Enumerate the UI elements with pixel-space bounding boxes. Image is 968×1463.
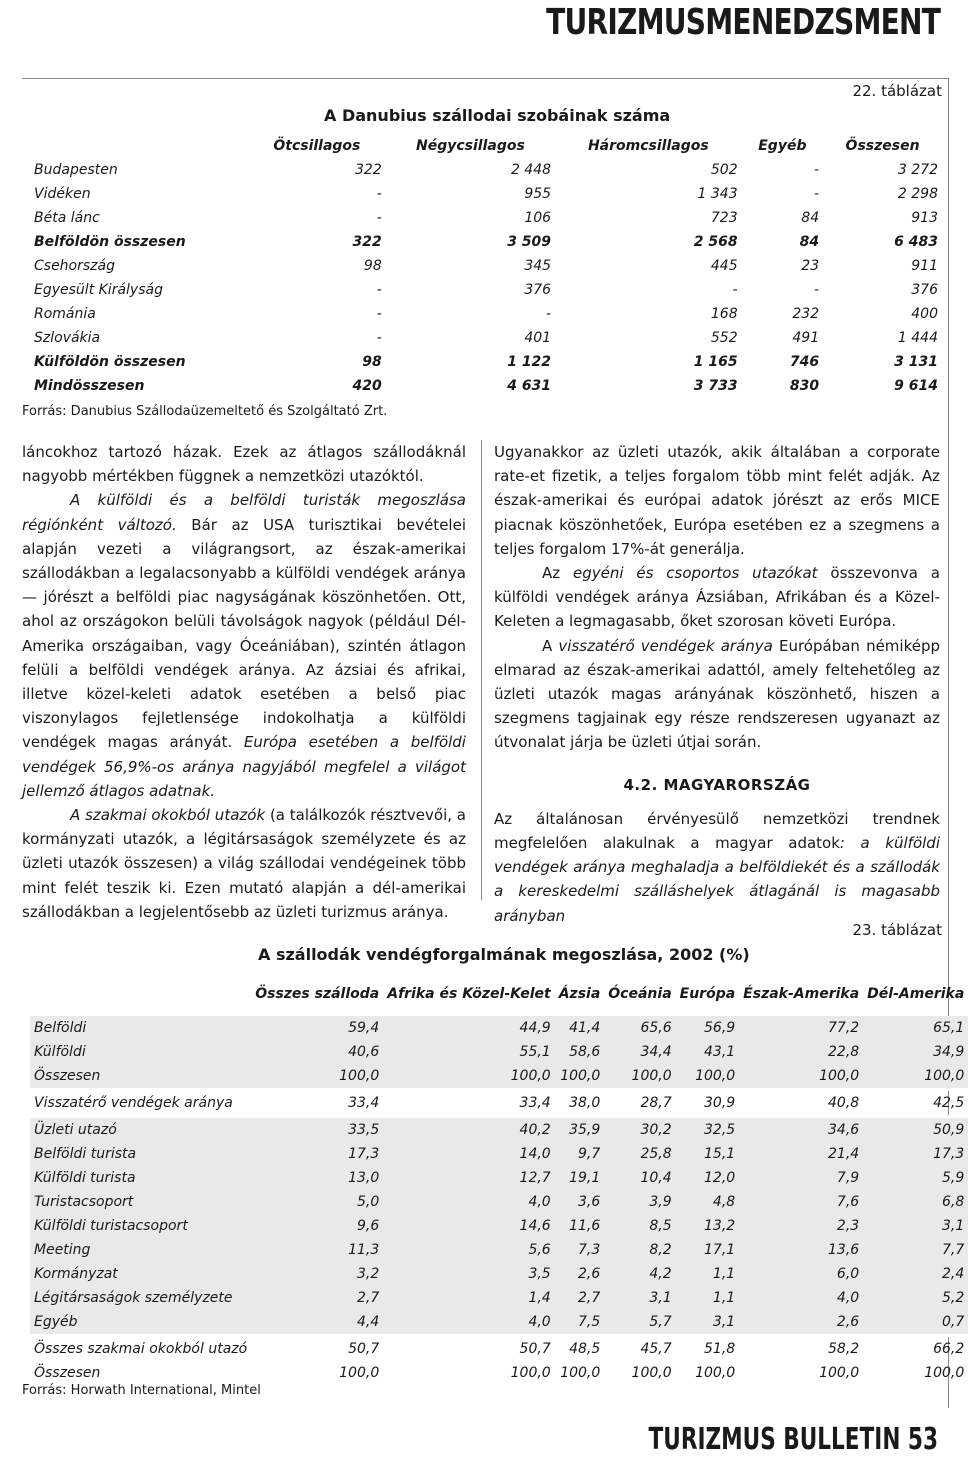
table-row <box>30 1064 968 1088</box>
table-cell: 3,9 <box>604 1190 675 1214</box>
row-label: Külföldi turista <box>30 1166 251 1190</box>
table-cell: 35,9 <box>555 1118 605 1142</box>
row-label: Csehország <box>34 258 115 274</box>
table-cell: 376 <box>911 282 938 298</box>
table-cell: 106 <box>524 210 552 226</box>
column-header: Európa <box>679 985 736 1002</box>
text-column-right <box>494 440 940 928</box>
table-cell: 65,6 <box>604 1016 675 1040</box>
table-row <box>30 1118 968 1142</box>
table-cell: 4,4 <box>251 1310 383 1334</box>
column-header-blank <box>30 972 251 1016</box>
table-cell: 913 <box>911 210 938 226</box>
table-cell: 445 <box>710 258 738 274</box>
table-cell: 14,0 <box>383 1142 554 1166</box>
table-cell: - <box>376 210 382 226</box>
table-cell: 502 <box>710 162 738 178</box>
table-cell: 6 483 <box>894 234 938 250</box>
header-rule <box>22 78 948 79</box>
table-cell: 420 <box>352 378 382 394</box>
row-label: Szlovákia <box>34 330 101 346</box>
table-cell: - <box>814 162 820 178</box>
table-cell: 2 568 <box>693 234 738 250</box>
table-cell: 23 <box>801 258 820 274</box>
table-cell: 3,5 <box>383 1262 554 1286</box>
table-cell: 12,0 <box>676 1166 740 1190</box>
column-header: Összes szálloda <box>255 985 380 1002</box>
table-cell: 4 631 <box>507 378 552 394</box>
table-cell: 4,2 <box>604 1262 675 1286</box>
table-cell: 4,0 <box>383 1190 554 1214</box>
table-cell: 55,1 <box>383 1040 554 1064</box>
column-header-blank <box>30 133 248 158</box>
text-column-left <box>22 440 466 924</box>
table-row <box>30 1166 968 1190</box>
table-cell: 2,7 <box>251 1286 383 1310</box>
table-cell: 3,1 <box>863 1214 968 1238</box>
row-label: Belföldi <box>30 1016 251 1040</box>
table-cell: 9,7 <box>555 1142 605 1166</box>
table-cell: 5,0 <box>251 1190 383 1214</box>
table-cell: 41,4 <box>555 1016 605 1040</box>
row-label: Mindösszesen <box>34 378 145 394</box>
table-cell: 33,5 <box>251 1118 383 1142</box>
row-label: Külföldi <box>30 1040 251 1064</box>
table-cell: 17,3 <box>863 1142 968 1166</box>
table-cell: 1 165 <box>693 354 738 370</box>
table-cell: - <box>376 306 382 322</box>
table-cell: 2 298 <box>897 186 938 202</box>
paragraph: A visszatérő vendégek aránya Európában némiképp elmarad az észak-amerikai adattól, amely feltehetőleg az üzleti utazók magas arányának köszönhető, hiszen a szegmens tagjainak egy része rendszeresen ugyanazt az útvonalat járja be üzleti útjai során. <box>494 636 941 752</box>
table-cell: 33,4 <box>348 1095 380 1111</box>
table-cell: 4,8 <box>676 1190 740 1214</box>
table-cell: 15,1 <box>676 1142 740 1166</box>
table-cell: 30,9 <box>704 1095 736 1111</box>
column-header: Háromcsillagos <box>587 137 709 154</box>
row-label: Egyesült Királyság <box>34 282 163 298</box>
table-cell: 14,6 <box>383 1214 554 1238</box>
table-cell: 100,0 <box>739 1064 863 1088</box>
table-cell: 38,0 <box>569 1095 601 1111</box>
table-cell: 13,6 <box>739 1238 863 1262</box>
table-cell: 84 <box>799 234 820 250</box>
column-divider <box>481 440 482 900</box>
table-cell: 3,1 <box>676 1310 740 1334</box>
table-cell: 3,2 <box>251 1262 383 1286</box>
table-cell: 322 <box>355 162 382 178</box>
table-cell: 2,6 <box>739 1310 863 1334</box>
table-cell: 9,6 <box>251 1214 383 1238</box>
table-cell: 33,4 <box>519 1095 551 1111</box>
table-cell: 22,8 <box>739 1040 863 1064</box>
table-cell: 955 <box>524 186 552 202</box>
table-cell: 100,0 <box>339 1365 380 1381</box>
column-header: Összesen <box>845 137 920 154</box>
table-cell: 6,0 <box>739 1262 863 1286</box>
table-cell: 1 444 <box>897 330 938 346</box>
table-cell: - <box>732 282 738 298</box>
table-cell: 491 <box>792 330 820 346</box>
table-cell: 8,5 <box>604 1214 675 1238</box>
paragraph: A külföldi és a belföldi turisták megoszlása régiónként változó. Bár az USA turisztikai bevételei alapján vezeti a világrangsort, az észak-amerikai szállodákban a legalacsonyabb a külföldi vendégek aránya — jórészt a belföldi piac nagyságának köszönhetően. Ott, ahol az országokon belüli távolságok nagyok (például Dél-Amerika országaiban, vagy Óceániában), szintén átlagon felüli a belföldi vendégek aránya. Az ázsiai és afrikai, illetve közel-keleti adatok esetében a belső piac viszonylagos fejletlensége indokolhatja a külföldi vendégek magas arányát. Európa esetében a belföldi vendégek 56,9%-os aránya nagyjából megfelel a világot jellemző átlagos adatnak. <box>22 491 466 800</box>
table-cell: 3 272 <box>897 162 938 178</box>
column-header: Ázsia <box>558 985 601 1002</box>
table-cell: 100,0 <box>819 1365 860 1381</box>
table-cell: 50,9 <box>863 1118 968 1142</box>
row-label: Turistacsoport <box>30 1190 251 1214</box>
column-header: Dél-Amerika <box>867 985 965 1002</box>
table-cell: - <box>376 186 382 202</box>
table-23-label: 23. táblázat <box>852 921 942 939</box>
table-cell: 232 <box>792 306 820 322</box>
table-cell: 5,7 <box>604 1310 675 1334</box>
row-label: Románia <box>34 306 96 322</box>
row-label: Üzleti utazó <box>30 1118 251 1142</box>
table-cell: 11,6 <box>555 1214 605 1238</box>
table-cell: 65,1 <box>863 1016 968 1040</box>
table-cell: 100,0 <box>863 1064 968 1088</box>
table-header-row <box>30 972 968 1016</box>
table-cell: 50,7 <box>348 1341 380 1357</box>
table-cell: 48,5 <box>569 1341 601 1357</box>
table-cell: 100,0 <box>631 1365 672 1381</box>
table-cell: 30,2 <box>604 1118 675 1142</box>
table-cell: 19,1 <box>555 1166 605 1190</box>
paragraph: A szakmai okokból utazók (a találkozók résztvevői, a kormányzati utazók, a légitársaságok személyzete és az üzleti utazók összesen) a világ szállodai vendégeinek több mint felét teszik ki. Ezen mutató alapján a dél-amerikai szállodákban a legjelentősebb az üzleti turizmus aránya. <box>22 806 466 921</box>
table-cell: 5,6 <box>383 1238 554 1262</box>
table-row <box>30 230 942 254</box>
table-cell: 4,0 <box>383 1310 554 1334</box>
table-cell: 7,3 <box>555 1238 605 1262</box>
table-cell: 2,7 <box>555 1286 605 1310</box>
column-header: Óceánia <box>608 985 672 1002</box>
row-label: Összes szakmai okokból utazó <box>34 1341 248 1357</box>
table-cell: 25,8 <box>604 1142 675 1166</box>
row-label: Belföldön összesen <box>34 234 186 250</box>
table-row <box>30 326 942 350</box>
column-header: Egyéb <box>758 137 807 154</box>
table-cell: 84 <box>801 210 820 226</box>
table-cell: 3,6 <box>555 1190 605 1214</box>
table-cell: 34,9 <box>863 1040 968 1064</box>
table-cell: 400 <box>911 306 938 322</box>
table-cell: 100,0 <box>604 1064 675 1088</box>
paragraph: Az egyéni és csoportos utazókat összevonva a külföldi vendégek aránya Ázsiában, Afrikában és a Közel-Keleten a legmagasabb, őket szorosan követi Európa. <box>494 564 940 631</box>
table-cell: 5,2 <box>863 1286 968 1310</box>
table-row <box>30 1040 968 1064</box>
table-cell: 100,0 <box>251 1064 383 1088</box>
paragraph: Az általánosan érvényesülő nemzetközi trendnek megfelelően alakulnak a magyar adatok: a külföldi vendégek aránya meghaladja a belföldiekét és a szállodák a kereskedelmi szálláshelyek átlagánál is magasabb arányban <box>494 809 940 925</box>
table-cell: 3 509 <box>507 234 552 250</box>
table-cell: 51,8 <box>704 1341 736 1357</box>
table-cell: 376 <box>524 282 552 298</box>
table-cell: 3 733 <box>693 378 738 394</box>
row-label: Kormányzat <box>30 1262 251 1286</box>
table-22-label: 22. táblázat <box>852 82 942 100</box>
row-label: Összesen <box>30 1064 251 1088</box>
table-cell: 40,8 <box>828 1095 860 1111</box>
table-cell: 77,2 <box>739 1016 863 1040</box>
table-cell: 1,1 <box>676 1262 740 1286</box>
table-cell: 7,9 <box>739 1166 863 1190</box>
table-cell: 66,2 <box>933 1341 965 1357</box>
table-cell: 40,6 <box>251 1040 383 1064</box>
table-23-title: A szállodák vendégforgalmának megoszlása, 2002 (%) <box>258 945 750 964</box>
column-header: Ötcsillagos <box>273 137 361 154</box>
table-cell: 7,6 <box>739 1190 863 1214</box>
table-row <box>30 1016 968 1040</box>
table-cell: 43,1 <box>676 1040 740 1064</box>
table-row <box>30 350 942 374</box>
table-row <box>30 1142 968 1166</box>
table-cell: 3,1 <box>604 1286 675 1310</box>
table-cell: 98 <box>362 354 382 370</box>
section-heading: 4.2. MAGYARORSZÁG <box>623 775 811 794</box>
table-row <box>30 1262 968 1286</box>
table-cell: 2 448 <box>510 162 552 178</box>
row-label: Budapesten <box>34 162 118 178</box>
table-cell: 12,7 <box>383 1166 554 1190</box>
table-cell: 34,6 <box>739 1118 863 1142</box>
table-cell: 58,6 <box>555 1040 605 1064</box>
table-cell: 8,2 <box>604 1238 675 1262</box>
table-header-row <box>30 133 942 158</box>
table-row <box>30 1310 968 1334</box>
table-cell: 1,1 <box>676 1286 740 1310</box>
table-22-title: A Danubius szállodai szobáinak száma <box>324 106 671 125</box>
table-cell: 1,4 <box>383 1286 554 1310</box>
table-cell: 2,4 <box>863 1262 968 1286</box>
table-cell: 830 <box>789 378 820 394</box>
table-cell: 911 <box>911 258 938 274</box>
table-row <box>30 1238 968 1262</box>
table-cell: - <box>545 306 552 322</box>
table-22-source: Forrás: Danubius Szállodaüzemeltető és Szolgáltató Zrt. <box>22 404 388 419</box>
table-23 <box>30 972 968 1385</box>
table-cell: 100,0 <box>510 1365 551 1381</box>
row-label: Légitársaságok személyzete <box>30 1286 251 1310</box>
table-cell: - <box>376 330 382 346</box>
table-cell: 34,4 <box>604 1040 675 1064</box>
table-cell: 100,0 <box>555 1064 605 1088</box>
row-label: Belföldi turista <box>30 1142 251 1166</box>
table-row <box>30 374 942 398</box>
table-cell: 21,4 <box>739 1142 863 1166</box>
publication-header: TURIZMUSMENEDZSMENT <box>545 2 940 43</box>
table-row <box>30 182 942 206</box>
table-row <box>30 206 942 230</box>
table-row <box>30 254 942 278</box>
row-label: Egyéb <box>30 1310 251 1334</box>
table-cell: 100,0 <box>560 1365 601 1381</box>
table-cell: 552 <box>710 330 738 346</box>
table-cell: 17,3 <box>251 1142 383 1166</box>
table-cell: - <box>814 186 820 202</box>
row-label: Visszatérő vendégek aránya <box>34 1095 233 1111</box>
table-row <box>30 1190 968 1214</box>
table-cell: - <box>376 282 382 298</box>
table-cell: 3 131 <box>894 354 938 370</box>
table-cell: 1 343 <box>697 186 738 202</box>
table-cell: 723 <box>710 210 738 226</box>
table-row <box>30 1214 968 1238</box>
publication-footer: TURIZMUS BULLETIN 53 <box>648 1422 938 1457</box>
table-row <box>30 1286 968 1310</box>
table-cell: 28,7 <box>640 1095 672 1111</box>
row-label: Vidéken <box>34 186 91 202</box>
table-cell: 2,3 <box>739 1214 863 1238</box>
table-cell: - <box>814 282 820 298</box>
paragraph: Ugyanakkor az üzleti utazók, akik általában a corporate rate-et fizetik, a teljes forgalom több mint felét adják. Az észak-amerikai és európai adatok jórészt az erős MICE piacnak köszönhetőek, Európa esetében ez a szegmens a teljes forgalom 17%-át generálja. <box>494 443 940 558</box>
table-cell: 7,7 <box>863 1238 968 1262</box>
table-cell: 322 <box>352 234 382 250</box>
table-cell: 45,7 <box>640 1341 672 1357</box>
table-23-source: Forrás: Horwath International, Mintel <box>22 1383 261 1398</box>
table-cell: 100,0 <box>695 1365 736 1381</box>
table-22 <box>30 133 942 398</box>
table-cell: 1 122 <box>507 354 552 370</box>
table-cell: 56,9 <box>676 1016 740 1040</box>
table-cell: 10,4 <box>604 1166 675 1190</box>
table-cell: 9 614 <box>894 378 938 394</box>
table-cell: 50,7 <box>519 1341 551 1357</box>
table-row <box>30 158 942 182</box>
table-cell: 746 <box>789 354 820 370</box>
row-label: Összesen <box>34 1365 101 1381</box>
row-label: Külföldi turistacsoport <box>30 1214 251 1238</box>
table-cell: 13,2 <box>676 1214 740 1238</box>
table-row <box>30 1361 968 1385</box>
column-header: Afrika és Közel-Kelet <box>387 985 551 1002</box>
row-label: Külföldön összesen <box>34 354 186 370</box>
column-header: Négycsillagos <box>415 137 525 154</box>
table-cell: 5,9 <box>863 1166 968 1190</box>
table-cell: 6,8 <box>863 1190 968 1214</box>
column-header: Észak-Amerika <box>743 985 860 1002</box>
table-cell: 17,1 <box>676 1238 740 1262</box>
table-cell: 59,4 <box>251 1016 383 1040</box>
table-cell: 100,0 <box>676 1064 740 1088</box>
table-row <box>30 1091 968 1115</box>
table-row <box>30 302 942 326</box>
table-cell: 401 <box>524 330 552 346</box>
table-cell: 42,5 <box>933 1095 965 1111</box>
table-cell: 40,2 <box>383 1118 554 1142</box>
paragraph: láncokhoz tartozó házak. Ezek az átlagos szállodáknál nagyobb mértékben függnek a nemzetközi utazóktól. <box>22 443 466 486</box>
table-cell: 13,0 <box>251 1166 383 1190</box>
table-cell: 0,7 <box>863 1310 968 1334</box>
table-cell: 100,0 <box>383 1064 554 1088</box>
table-cell: 58,2 <box>828 1341 860 1357</box>
table-cell: 4,0 <box>739 1286 863 1310</box>
table-cell: 98 <box>363 258 382 274</box>
table-cell: 2,6 <box>555 1262 605 1286</box>
table-cell: 7,5 <box>555 1310 605 1334</box>
table-cell: 100,0 <box>924 1365 965 1381</box>
table-cell: 11,3 <box>251 1238 383 1262</box>
table-cell: 168 <box>710 306 738 322</box>
table-row <box>30 1337 968 1361</box>
row-label: Béta lánc <box>34 210 100 226</box>
row-label: Meeting <box>30 1238 251 1262</box>
table-row <box>30 278 942 302</box>
table-cell: 44,9 <box>383 1016 554 1040</box>
table-cell: 345 <box>524 258 552 274</box>
table-cell: 32,5 <box>676 1118 740 1142</box>
